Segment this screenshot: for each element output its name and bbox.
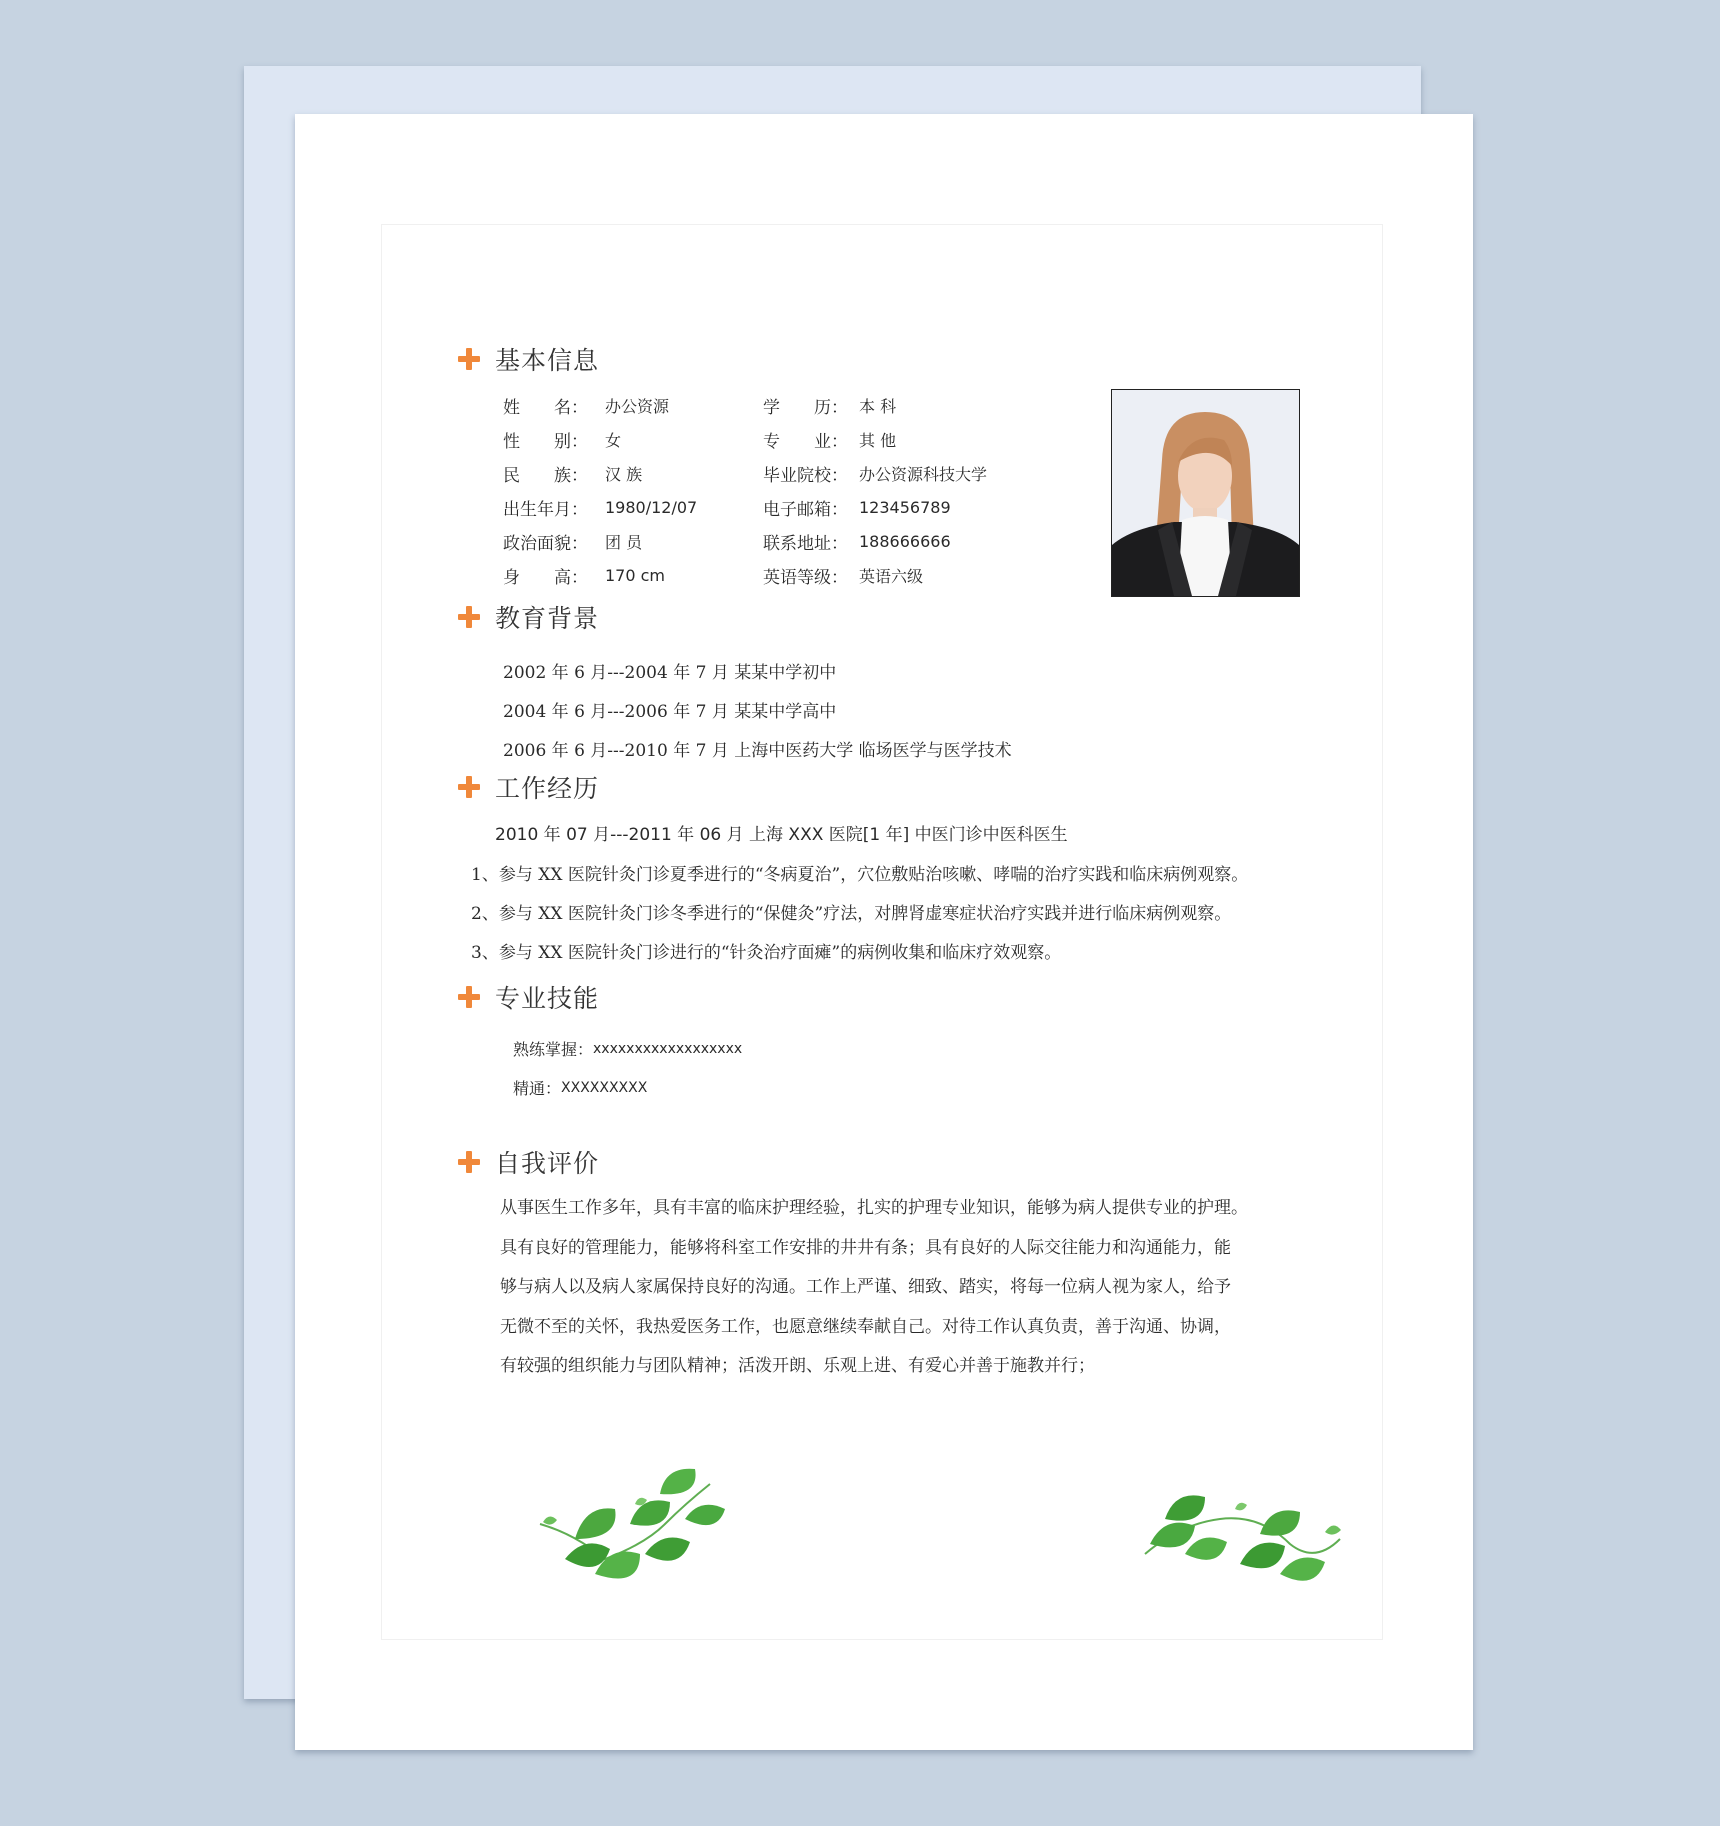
section-title: 自我评价 bbox=[495, 1149, 600, 1178]
info-row bbox=[503, 456, 987, 490]
info-label: 性 别： bbox=[503, 431, 588, 452]
skill-value: XXXXXXXXX bbox=[561, 1079, 648, 1096]
section-self-evaluation bbox=[458, 1142, 599, 1182]
plus-icon bbox=[458, 986, 480, 1008]
section-title: 工作经历 bbox=[495, 774, 600, 803]
info-value: 170 cm bbox=[605, 565, 666, 585]
work-period-header: 2010 年 07 月---2011 年 06 月 上海 XXX 医院[1 年] 中医门诊中医科医生 bbox=[495, 825, 1068, 845]
info-label: 电子邮箱： bbox=[763, 499, 848, 520]
section-basic-info bbox=[458, 339, 599, 379]
info-value: 办公资源科技大学 bbox=[859, 464, 988, 484]
plus-icon bbox=[458, 606, 480, 628]
profile-photo bbox=[1111, 389, 1300, 597]
list-item: 2004 年 6 月---2006 年 7 月 某某中学高中 bbox=[503, 702, 837, 722]
skill-label: 精通： bbox=[513, 1079, 562, 1098]
skill-label: 熟练掌握： bbox=[513, 1040, 594, 1059]
info-value: 其 他 bbox=[859, 430, 897, 450]
info-row bbox=[503, 490, 987, 524]
section-title: 专业技能 bbox=[495, 984, 600, 1013]
section-skills bbox=[458, 977, 599, 1017]
info-label: 学 历： bbox=[763, 397, 848, 418]
info-value: 188666666 bbox=[859, 531, 951, 551]
skills-list bbox=[513, 1029, 742, 1107]
leaf-cluster-left bbox=[535, 1464, 745, 1604]
info-value: 1980/12/07 bbox=[605, 497, 698, 517]
section-work bbox=[458, 767, 599, 807]
list-item bbox=[513, 1029, 742, 1068]
resume-page bbox=[295, 114, 1473, 1750]
info-label: 联系地址： bbox=[763, 533, 848, 554]
list-item: 2、参与 XX 医院针灸门诊冬季进行的“保健灸”疗法，对脾肾虚寒症状治疗实践并进行临床病例观察。 bbox=[471, 904, 1232, 924]
info-label: 政治面貌： bbox=[503, 533, 588, 554]
section-title: 基本信息 bbox=[495, 346, 600, 375]
paragraph-line: 无微不至的关怀，我热爱医务工作，也愿意继续奉献自己。对待工作认真负责，善于沟通、协调， bbox=[500, 1316, 1231, 1337]
info-label: 民 族： bbox=[503, 465, 588, 486]
paragraph-line: 具有良好的管理能力，能够将科室工作安排的井井有条；具有良好的人际交往能力和沟通能力，能 bbox=[500, 1237, 1231, 1258]
plus-icon bbox=[458, 348, 480, 370]
education-list bbox=[503, 651, 1012, 768]
paragraph-line: 从事医生工作多年，具有丰富的临床护理经验，扎实的护理专业知识，能够为病人提供专业的护理。 bbox=[500, 1198, 1248, 1218]
info-label: 身 高： bbox=[503, 567, 588, 588]
list-item: 1、参与 XX 医院针灸门诊夏季进行的“冬病夏治”，穴位敷贴治咳嗽、哮喘的治疗实践和临床病例观察。 bbox=[471, 865, 1249, 885]
info-label: 姓 名： bbox=[503, 397, 588, 418]
plus-icon bbox=[458, 1151, 480, 1173]
leaf-cluster-right bbox=[1140, 1474, 1350, 1604]
list-item: 2006 年 6 月---2010 年 7 月 上海中医药大学 临场医学与医学技术 bbox=[503, 741, 1012, 761]
list-item: 2002 年 6 月---2004 年 7 月 某某中学初中 bbox=[503, 663, 837, 683]
paragraph-line: 有较强的组织能力与团队精神；活泼开朗、乐观上进、有爱心并善于施教并行； bbox=[500, 1356, 1095, 1376]
info-label: 出生年月： bbox=[503, 499, 588, 520]
info-value: 汉 族 bbox=[605, 464, 643, 484]
plus-icon bbox=[458, 776, 480, 798]
info-label: 专 业： bbox=[763, 431, 848, 452]
info-row bbox=[503, 524, 987, 558]
info-label: 英语等级： bbox=[763, 567, 848, 588]
info-value: 办公资源 bbox=[605, 396, 670, 416]
info-row bbox=[503, 558, 987, 592]
info-value: 本 科 bbox=[859, 396, 897, 416]
info-row bbox=[503, 388, 987, 422]
section-education bbox=[458, 597, 599, 637]
info-value: 英语六级 bbox=[859, 566, 924, 586]
portrait-illustration bbox=[1112, 390, 1299, 596]
info-value: 女 bbox=[605, 430, 622, 450]
list-item: 3、参与 XX 医院针灸门诊进行的“针灸治疗面瘫”的病例收集和临床疗效观察。 bbox=[471, 943, 1062, 963]
work-duties-list bbox=[471, 853, 1248, 970]
basic-info-table bbox=[503, 388, 987, 592]
paragraph-line: 够与病人以及病人家属保持良好的沟通。工作上严谨、细致、踏实，将每一位病人视为家人，给予 bbox=[500, 1277, 1231, 1297]
skill-value: xxxxxxxxxxxxxxxxxx bbox=[593, 1040, 743, 1057]
section-title: 教育背景 bbox=[495, 604, 600, 633]
info-row bbox=[503, 422, 987, 456]
list-item bbox=[513, 1068, 742, 1107]
self-evaluation-text bbox=[500, 1189, 1320, 1387]
info-label: 毕业院校： bbox=[763, 465, 848, 486]
info-value: 团 员 bbox=[605, 532, 643, 552]
info-value: 123456789 bbox=[859, 497, 951, 517]
